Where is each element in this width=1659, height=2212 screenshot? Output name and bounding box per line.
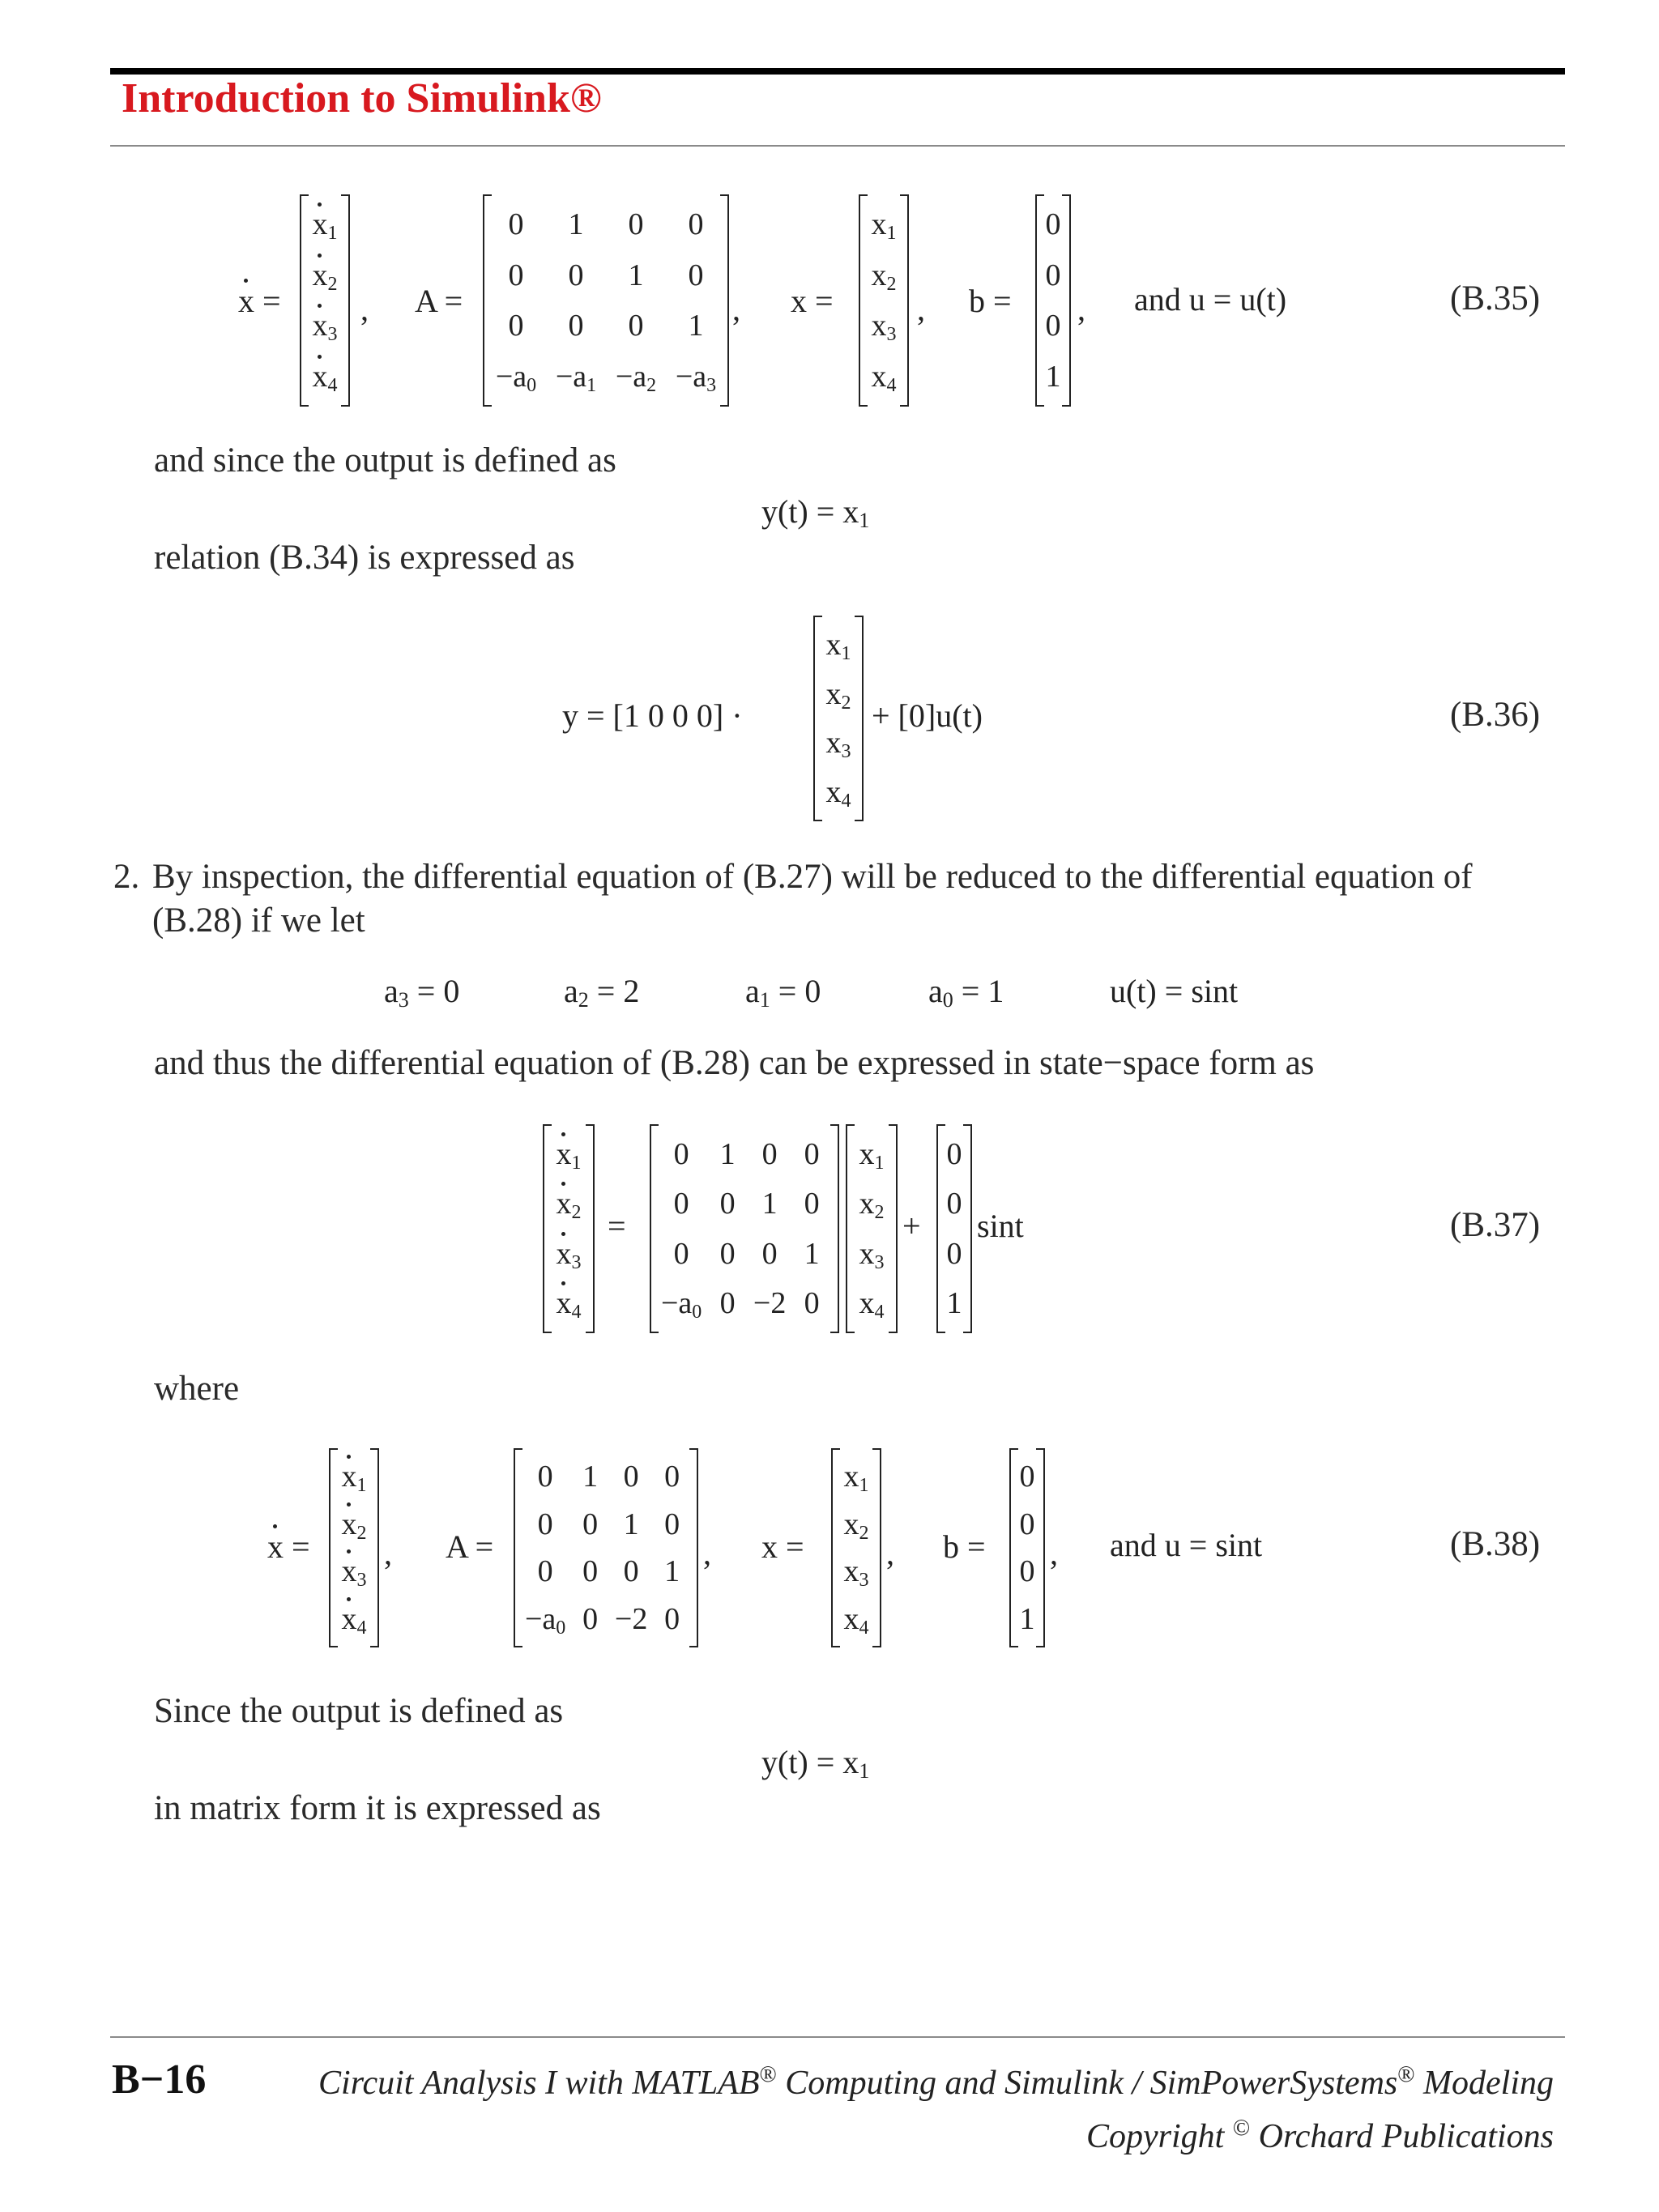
text-state-space: and thus the differential equation of (B.28) can be expressed in state−space form as (154, 1044, 1315, 1082)
equation-label-b38: (B.38) (1450, 1525, 1541, 1563)
x-label: x = (761, 1528, 804, 1565)
output-row-matrix: y = [1 0 0 0] · (562, 697, 743, 734)
a-matrix (483, 194, 729, 407)
footer-book-title: Circuit Analysis I with MATLAB® Computing and Simulink / SimPowerSystems® Modeling (318, 2062, 1554, 2102)
matrix-cell: $x_4$ (341, 1601, 367, 1639)
matrix-cell: 0 (508, 309, 524, 343)
matrix-cell: 1 (1045, 359, 1061, 394)
coefficient-a3: $a_3 = 0$ (384, 973, 460, 1012)
matrix-cell: 0 (946, 1236, 962, 1271)
matrix-cell: 0 (664, 1460, 680, 1494)
matrix-cell: 0 (582, 1554, 599, 1589)
matrix-cell: 0 (673, 1136, 689, 1171)
matrix-cell: $x_1$ (312, 207, 338, 245)
matrix-cell: 0 (623, 1554, 639, 1589)
matrix-cell: $x_4$ (825, 774, 851, 812)
matrix-cell: $x_3$ (843, 1554, 869, 1592)
matrix-cell: 1 (582, 1460, 599, 1494)
matrix-cell: $x_4$ (556, 1286, 582, 1323)
matrix-cell: 0 (508, 207, 524, 242)
input-definition: and u = sint (1110, 1527, 1263, 1563)
output-equation-2: $y(t) = x_1$ (761, 1744, 870, 1783)
output-equation: $y(t) = x_1$ (761, 493, 870, 532)
matrix-cell: 0 (1045, 207, 1061, 242)
matrix-cell: 1 (946, 1286, 962, 1321)
matrix-cell: $x_1$ (556, 1136, 582, 1174)
matrix-cell: $-a_3$ (675, 359, 717, 396)
matrix-cell: $-a_0$ (495, 359, 537, 396)
b-label: b = (943, 1528, 986, 1565)
matrix-cell: $x_2$ (312, 258, 338, 295)
matrix-cell: $x_2$ (825, 676, 851, 714)
matrix-cell: 0 (673, 1187, 689, 1221)
equation-label-b36: (B.36) (1450, 696, 1541, 734)
matrix-cell: −2 (614, 1601, 648, 1636)
matrix-cell: $-a_0$ (661, 1286, 702, 1323)
xdot-vector (300, 194, 350, 407)
comma: , (1077, 291, 1085, 327)
input-term: sint (977, 1208, 1024, 1244)
matrix-cell: 0 (1045, 309, 1061, 343)
item-text-line1: By inspection, the differential equation of (B.27) will be reduced to the differential equation of (152, 858, 1473, 896)
matrix-cell: $x_3$ (871, 309, 897, 346)
matrix-cell: 0 (568, 309, 584, 343)
matrix-cell: $x_2$ (859, 1187, 885, 1224)
matrix-cell: 0 (582, 1601, 599, 1636)
matrix-cell: 0 (537, 1507, 553, 1541)
comma: , (703, 1535, 711, 1571)
matrix-cell: $x_4$ (859, 1286, 885, 1323)
footer-divider (110, 2036, 1565, 2038)
b-label: b = (969, 283, 1012, 319)
comma: , (732, 291, 740, 327)
matrix-cell: $x_1$ (825, 628, 851, 665)
input-definition: and u = u(t) (1134, 281, 1287, 318)
matrix-cell: 0 (582, 1507, 599, 1541)
a-label: A = (415, 283, 463, 319)
matrix-cell: 0 (623, 1460, 639, 1494)
matrix-cell: −2 (753, 1286, 787, 1321)
matrix-cell: 1 (628, 258, 644, 292)
b-vector (936, 1124, 972, 1333)
matrix-cell: 0 (761, 1136, 778, 1171)
equals-sign: = (608, 1208, 626, 1244)
matrix-cell: 0 (664, 1601, 680, 1636)
header-top-rule (110, 68, 1565, 75)
b-vector (1035, 194, 1071, 407)
x-vector (859, 194, 909, 407)
matrix-cell: $x_1$ (843, 1460, 869, 1497)
matrix-cell: 0 (719, 1286, 736, 1321)
feedthrough-term: + [0]u(t) (872, 697, 983, 734)
matrix-cell: 0 (688, 258, 704, 292)
x-label: x = (791, 283, 834, 319)
matrix-cell: 0 (946, 1136, 962, 1171)
matrix-cell: 1 (623, 1507, 639, 1541)
matrix-cell: $x_2$ (843, 1507, 869, 1544)
header-divider (110, 145, 1565, 147)
matrix-cell: 0 (1019, 1460, 1035, 1494)
coefficient-a1: $a_1 = 0$ (745, 973, 821, 1012)
matrix-cell: 0 (664, 1507, 680, 1541)
matrix-cell: 0 (761, 1236, 778, 1271)
comma: , (384, 1535, 392, 1571)
matrix-cell: $x_3$ (825, 726, 851, 763)
matrix-cell: 0 (1019, 1507, 1035, 1541)
comma: , (360, 291, 369, 327)
header-title: Introduction to Simulink® (122, 75, 602, 121)
matrix-cell: $x_2$ (871, 258, 897, 295)
matrix-cell: 0 (673, 1236, 689, 1271)
xdot-vector (543, 1124, 595, 1333)
x-vector (846, 1124, 898, 1333)
comma: , (1050, 1535, 1058, 1571)
a-label: A = (446, 1528, 494, 1565)
coefficient-a0: $a_0 = 1$ (928, 973, 1004, 1012)
matrix-cell: $x_4$ (871, 359, 897, 396)
matrix-cell: $-a_2$ (615, 359, 657, 396)
coefficient-a2: $a_2 = 2$ (564, 973, 640, 1012)
xdot-label: x = (267, 1528, 310, 1565)
matrix-cell: 0 (804, 1286, 820, 1321)
page-number: B−16 (112, 2056, 207, 2103)
x-vector (813, 616, 864, 821)
matrix-cell: $x_1$ (859, 1136, 885, 1174)
matrix-cell: 1 (568, 207, 584, 242)
matrix-cell: $x_1$ (871, 207, 897, 245)
matrix-cell: 0 (688, 207, 704, 242)
text-output-defined-2: Since the output is defined as (154, 1692, 564, 1730)
equation-label-b37: (B.37) (1450, 1206, 1541, 1244)
a-matrix (514, 1448, 698, 1647)
matrix-cell: $-a_1$ (555, 359, 597, 396)
matrix-cell: 0 (1045, 258, 1061, 292)
text-matrix-form: in matrix form it is expressed as (154, 1789, 601, 1827)
matrix-cell: 0 (508, 258, 524, 292)
matrix-cell: 0 (568, 258, 584, 292)
matrix-cell: $x_4$ (843, 1601, 869, 1639)
b-vector (1009, 1448, 1045, 1647)
matrix-cell: 1 (804, 1236, 820, 1271)
matrix-cell: $x_2$ (556, 1187, 582, 1224)
matrix-cell: $x_3$ (556, 1236, 582, 1273)
matrix-cell: 1 (719, 1136, 736, 1171)
matrix-cell: 0 (537, 1554, 553, 1589)
comma: , (917, 291, 925, 327)
matrix-cell: 0 (628, 309, 644, 343)
equation-label-b35: (B.35) (1450, 279, 1541, 318)
matrix-cell: $x_3$ (312, 309, 338, 346)
matrix-cell: 0 (1019, 1554, 1035, 1589)
plus-sign: + (902, 1208, 921, 1244)
matrix-cell: 0 (946, 1187, 962, 1221)
matrix-cell: 0 (719, 1187, 736, 1221)
footer-copyright: Copyright © Orchard Publications (1086, 2116, 1554, 2155)
matrix-cell: 1 (1019, 1601, 1035, 1636)
matrix-cell: $-a_0$ (525, 1601, 566, 1639)
xdot-vector (329, 1448, 379, 1647)
matrix-cell: $x_3$ (341, 1554, 367, 1592)
x-vector (831, 1448, 881, 1647)
matrix-cell: 1 (664, 1554, 680, 1589)
xdot-label: x = (238, 283, 281, 319)
matrix-cell: 0 (804, 1136, 820, 1171)
matrix-cell: 1 (688, 309, 704, 343)
comma: , (886, 1535, 894, 1571)
text-output-defined: and since the output is defined as (154, 441, 616, 479)
matrix-cell: $x_3$ (859, 1236, 885, 1273)
a-matrix (650, 1124, 839, 1333)
matrix-cell: 0 (628, 207, 644, 242)
text-relation: relation (B.34) is expressed as (154, 539, 575, 577)
matrix-cell: 0 (804, 1187, 820, 1221)
matrix-cell: 0 (537, 1460, 553, 1494)
text-where: where (154, 1370, 240, 1408)
matrix-cell: $x_4$ (312, 359, 338, 396)
matrix-cell: $x_1$ (341, 1460, 367, 1497)
item-text-line2: (B.28) if we let (152, 901, 365, 940)
item-number: 2. (113, 858, 140, 896)
input-u: u(t) = sint (1110, 973, 1239, 1009)
matrix-cell: 1 (761, 1187, 778, 1221)
matrix-cell: 0 (719, 1236, 736, 1271)
matrix-cell: $x_2$ (341, 1507, 367, 1544)
